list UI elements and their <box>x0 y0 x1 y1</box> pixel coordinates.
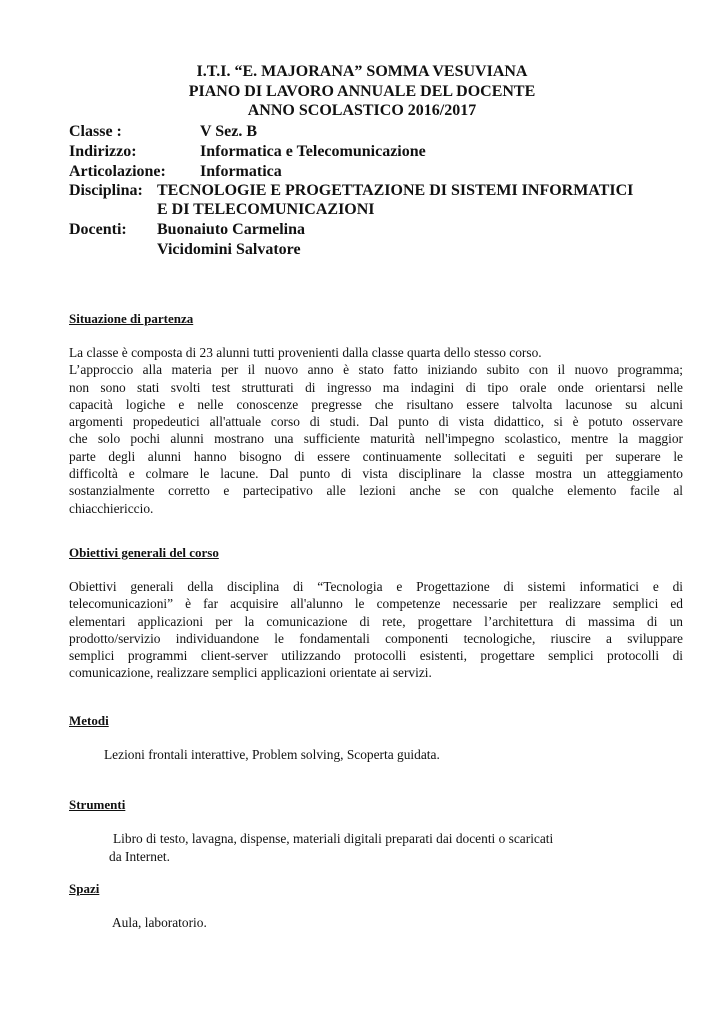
paragraph-line: prodotto/servizio individuandone le fondamentali componenti tecnologiche, riuscire a sviluppare <box>69 630 683 646</box>
articolazione-value: Informatica <box>200 163 282 180</box>
section-title-metodi: Metodi <box>69 713 109 728</box>
disciplina-label: Disciplina: <box>69 182 143 199</box>
section-title-spazi: Spazi <box>69 881 100 896</box>
paragraph-line: telecomunicazioni” è far acquisire all'alunno le competenze necessarie per realizzare semplici ed <box>69 596 683 612</box>
disciplina-value-1: TECNOLOGIE E PROGETTAZIONE DI SISTEMI INFORMATICI <box>157 182 634 199</box>
paragraph-line: argomenti propedeutici all'attuale corso di studi. Dal punto di vista didattico, si è potuto osservare <box>69 414 683 430</box>
indirizzo-value: Informatica e Telecomunicazione <box>200 143 426 160</box>
docente-1: Buonaiuto Carmelina <box>157 221 306 238</box>
docenti-label: Docenti: <box>69 221 127 238</box>
paragraph-line: chiacchiericcio. <box>69 500 154 516</box>
indirizzo-label: Indirizzo: <box>69 143 137 160</box>
paragraph-line: sostanzialmente corretto e partecipativo alle lezioni anche se con qualche elemento facile al <box>69 483 683 499</box>
classe-value: V Sez. B <box>200 123 258 140</box>
paragraph-line: capacità logiche e nelle conoscenze pregresse che risultano essere talvolta lacunose su alcuni <box>69 396 683 412</box>
paragraph-line: parte degli alunni hanno bisogno di essere continuamente sollecitati e seguiti per superare le <box>69 448 683 464</box>
plan-title: PIANO DI LAVORO ANNUALE DEL DOCENTE <box>188 83 536 100</box>
articolazione-label: Articolazione: <box>69 163 166 180</box>
section-title-situazione: Situazione di partenza <box>69 311 194 326</box>
paragraph-line: semplici programmi client-server utilizzando protocolli esistenti, progettare semplici protocolli di <box>69 648 683 664</box>
paragraph-situazione <box>69 344 683 517</box>
paragraph-line: La classe è composta di 23 alunni tutti provenienti dalla classe quarta dello stesso corso. <box>69 345 542 360</box>
paragraph-line: elementari applicazioni per la comunicazione di rete, progettare l’architettura di massima di un <box>69 613 683 629</box>
school-title: I.T.I. “E. MAJORANA” SOMMA VESUVIANA <box>196 63 528 80</box>
paragraph-line: Obiettivi generali della disciplina di “Tecnologia e Progettazione di sistemi informatici e di <box>69 579 683 594</box>
metodi-text: Lezioni frontali interattive, Problem solving, Scoperta guidata. <box>104 747 440 762</box>
section-title-obiettivi: Obiettivi generali del corso <box>69 545 219 560</box>
paragraph-line: non sono stati svolti test strutturati di ingresso ma indagini di tipo orale onde orientarsi nelle <box>69 379 683 395</box>
classe-label: Classe : <box>69 123 122 140</box>
strumenti-line-2: da Internet. <box>109 849 170 864</box>
paragraph-line: L’approccio alla materia per il nuovo anno è stato fatto iniziando subito con il nuovo programma; <box>69 362 683 378</box>
section-title-strumenti: Strumenti <box>69 797 126 812</box>
paragraph-line: comunicazione, realizzare semplici applicazioni orientate ai servizi. <box>69 665 432 681</box>
paragraph-line: che solo pochi alunni mostrano una sufficiente maturità nell'impegno scolastico, mentre la maggior <box>69 431 683 447</box>
strumenti-line-1: Libro di testo, lavagna, dispense, materiali digitali preparati dai docenti o scaricati <box>113 831 554 846</box>
disciplina-value-2: E DI TELECOMUNICAZIONI <box>157 201 375 218</box>
paragraph-line: difficoltà e colmare le lacune. Dal punto di vista disciplinare la classe mostra un atteggiamento <box>69 466 683 482</box>
spazi-text: Aula, laboratorio. <box>112 915 207 930</box>
school-year: ANNO SCOLASTICO 2016/2017 <box>247 102 477 119</box>
docente-2: Vicidomini Salvatore <box>157 241 301 258</box>
paragraph-obiettivi <box>69 578 683 682</box>
